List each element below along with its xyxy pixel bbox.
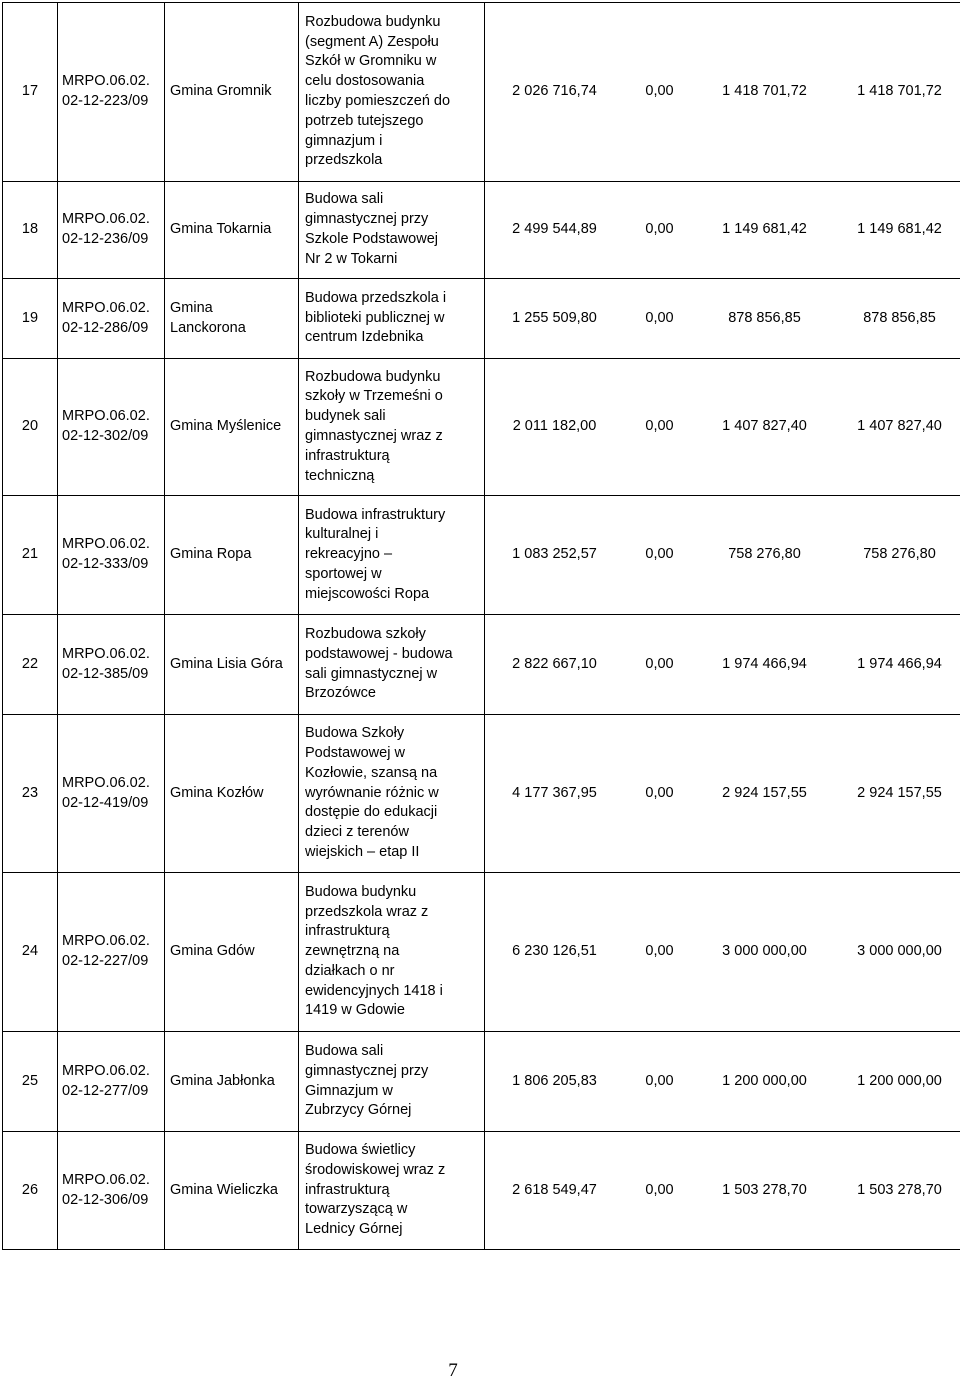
table-row (3, 1032, 960, 1132)
beneficiary-name: Gmina Lisia Góra (165, 615, 299, 715)
project-title: Budowa Szkoły Podstawowej w Kozłowie, szansą na wyrównanie różnic w dostępie do edukacji dzieci z terenów wiejskich – etap II (299, 715, 485, 873)
row-number: 25 (3, 1032, 58, 1132)
project-code: MRPO.06.02. 02-12-223/09 (58, 3, 165, 182)
row-number: 19 (3, 279, 58, 359)
table-row (3, 873, 960, 1032)
project-title: Budowa sali gimnastycznej przy Szkole Podstawowej Nr 2 w Tokarni (299, 182, 485, 279)
beneficiary-name: Gmina Gdów (165, 873, 299, 1032)
project-code: MRPO.06.02. 02-12-236/09 (58, 182, 165, 279)
total-value: 2 026 716,74 (485, 3, 625, 182)
beneficiary-name: Gmina Ropa (165, 496, 299, 615)
project-title: Rozbudowa szkoły podstawowej - budowa sali gimnastycznej w Brzozówce (299, 615, 485, 715)
total-value: 1 255 509,80 (485, 279, 625, 359)
row-number: 26 (3, 1132, 58, 1250)
total-value: 2 499 544,89 (485, 182, 625, 279)
total-value: 1 083 252,57 (485, 496, 625, 615)
beneficiary-name: Gmina Wieliczka (165, 1132, 299, 1250)
total-value: 4 177 367,95 (485, 715, 625, 873)
row-number: 23 (3, 715, 58, 873)
amount-value: 1 418 701,72 (695, 3, 834, 182)
table-row (3, 615, 960, 715)
zero-value: 0,00 (624, 1132, 695, 1250)
project-title: Rozbudowa budynku (segment A) Zespołu Szkół w Gromniku w celu dostosowania liczby pomieszczeń do potrzeb tutejszego gimnazjum i przedszkola (299, 3, 485, 182)
amount-value: 878 856,85 (695, 279, 834, 359)
beneficiary-name: Gmina Gromnik (165, 3, 299, 182)
project-code: MRPO.06.02. 02-12-333/09 (58, 496, 165, 615)
zero-value: 0,00 (624, 359, 695, 496)
row-number: 24 (3, 873, 58, 1032)
project-title: Budowa świetlicy środowiskowej wraz z infrastrukturą towarzyszącą w Lednicy Górnej (299, 1132, 485, 1250)
beneficiary-name: Gmina Myślenice (165, 359, 299, 496)
zero-value: 0,00 (624, 496, 695, 615)
table-row (3, 182, 960, 279)
amount-value: 758 276,80 (695, 496, 834, 615)
table-row (3, 1132, 960, 1250)
amount-value: 2 924 157,55 (695, 715, 834, 873)
table-row (3, 279, 960, 359)
project-code: MRPO.06.02. 02-12-306/09 (58, 1132, 165, 1250)
amount-value: 1 503 278,70 (834, 1132, 960, 1250)
project-title: Budowa infrastruktury kulturalnej i rekreacyjno – sportowej w miejscowości Ropa (299, 496, 485, 615)
amount-value: 1 407 827,40 (695, 359, 834, 496)
amount-value: 1 149 681,42 (695, 182, 834, 279)
project-title: Budowa przedszkola i biblioteki publicznej w centrum Izdebnika (299, 279, 485, 359)
beneficiary-name: Gmina Jabłonka (165, 1032, 299, 1132)
total-value: 1 806 205,83 (485, 1032, 625, 1132)
table-row (3, 3, 960, 182)
zero-value: 0,00 (624, 715, 695, 873)
zero-value: 0,00 (624, 279, 695, 359)
projects-table-body (3, 3, 960, 1250)
project-code: MRPO.06.02. 02-12-227/09 (58, 873, 165, 1032)
project-code: MRPO.06.02. 02-12-419/09 (58, 715, 165, 873)
project-title: Rozbudowa budynku szkoły w Trzemeśni o budynek sali gimnastycznej wraz z infrastrukturą techniczną (299, 359, 485, 496)
amount-value: 3 000 000,00 (695, 873, 834, 1032)
row-number: 17 (3, 3, 58, 182)
total-value: 2 618 549,47 (485, 1132, 625, 1250)
amount-value: 878 856,85 (834, 279, 960, 359)
row-number: 22 (3, 615, 58, 715)
table-row (3, 496, 960, 615)
project-code: MRPO.06.02. 02-12-385/09 (58, 615, 165, 715)
projects-table (2, 2, 960, 1250)
amount-value: 2 924 157,55 (834, 715, 960, 873)
amount-value: 1 974 466,94 (834, 615, 960, 715)
amount-value: 1 149 681,42 (834, 182, 960, 279)
project-code: MRPO.06.02. 02-12-302/09 (58, 359, 165, 496)
project-title: Budowa sali gimnastycznej przy Gimnazjum w Zubrzycy Górnej (299, 1032, 485, 1132)
zero-value: 0,00 (624, 3, 695, 182)
amount-value: 758 276,80 (834, 496, 960, 615)
amount-value: 1 407 827,40 (834, 359, 960, 496)
project-title: Budowa budynku przedszkola wraz z infrastrukturą zewnętrzną na działkach o nr ewidencyjnych 1418 i 1419 w Gdowie (299, 873, 485, 1032)
zero-value: 0,00 (624, 1032, 695, 1132)
project-code: MRPO.06.02. 02-12-277/09 (58, 1032, 165, 1132)
amount-value: 3 000 000,00 (834, 873, 960, 1032)
zero-value: 0,00 (624, 615, 695, 715)
amount-value: 1 974 466,94 (695, 615, 834, 715)
total-value: 2 822 667,10 (485, 615, 625, 715)
table-row (3, 715, 960, 873)
amount-value: 1 200 000,00 (834, 1032, 960, 1132)
amount-value: 1 200 000,00 (695, 1032, 834, 1132)
table-row (3, 359, 960, 496)
zero-value: 0,00 (624, 873, 695, 1032)
total-value: 6 230 126,51 (485, 873, 625, 1032)
beneficiary-name: Gmina Lanckorona (165, 279, 299, 359)
page-number: 7 (0, 1360, 906, 1382)
total-value: 2 011 182,00 (485, 359, 625, 496)
project-code: MRPO.06.02. 02-12-286/09 (58, 279, 165, 359)
beneficiary-name: Gmina Tokarnia (165, 182, 299, 279)
row-number: 18 (3, 182, 58, 279)
amount-value: 1 418 701,72 (834, 3, 960, 182)
row-number: 20 (3, 359, 58, 496)
zero-value: 0,00 (624, 182, 695, 279)
beneficiary-name: Gmina Kozłów (165, 715, 299, 873)
row-number: 21 (3, 496, 58, 615)
amount-value: 1 503 278,70 (695, 1132, 834, 1250)
